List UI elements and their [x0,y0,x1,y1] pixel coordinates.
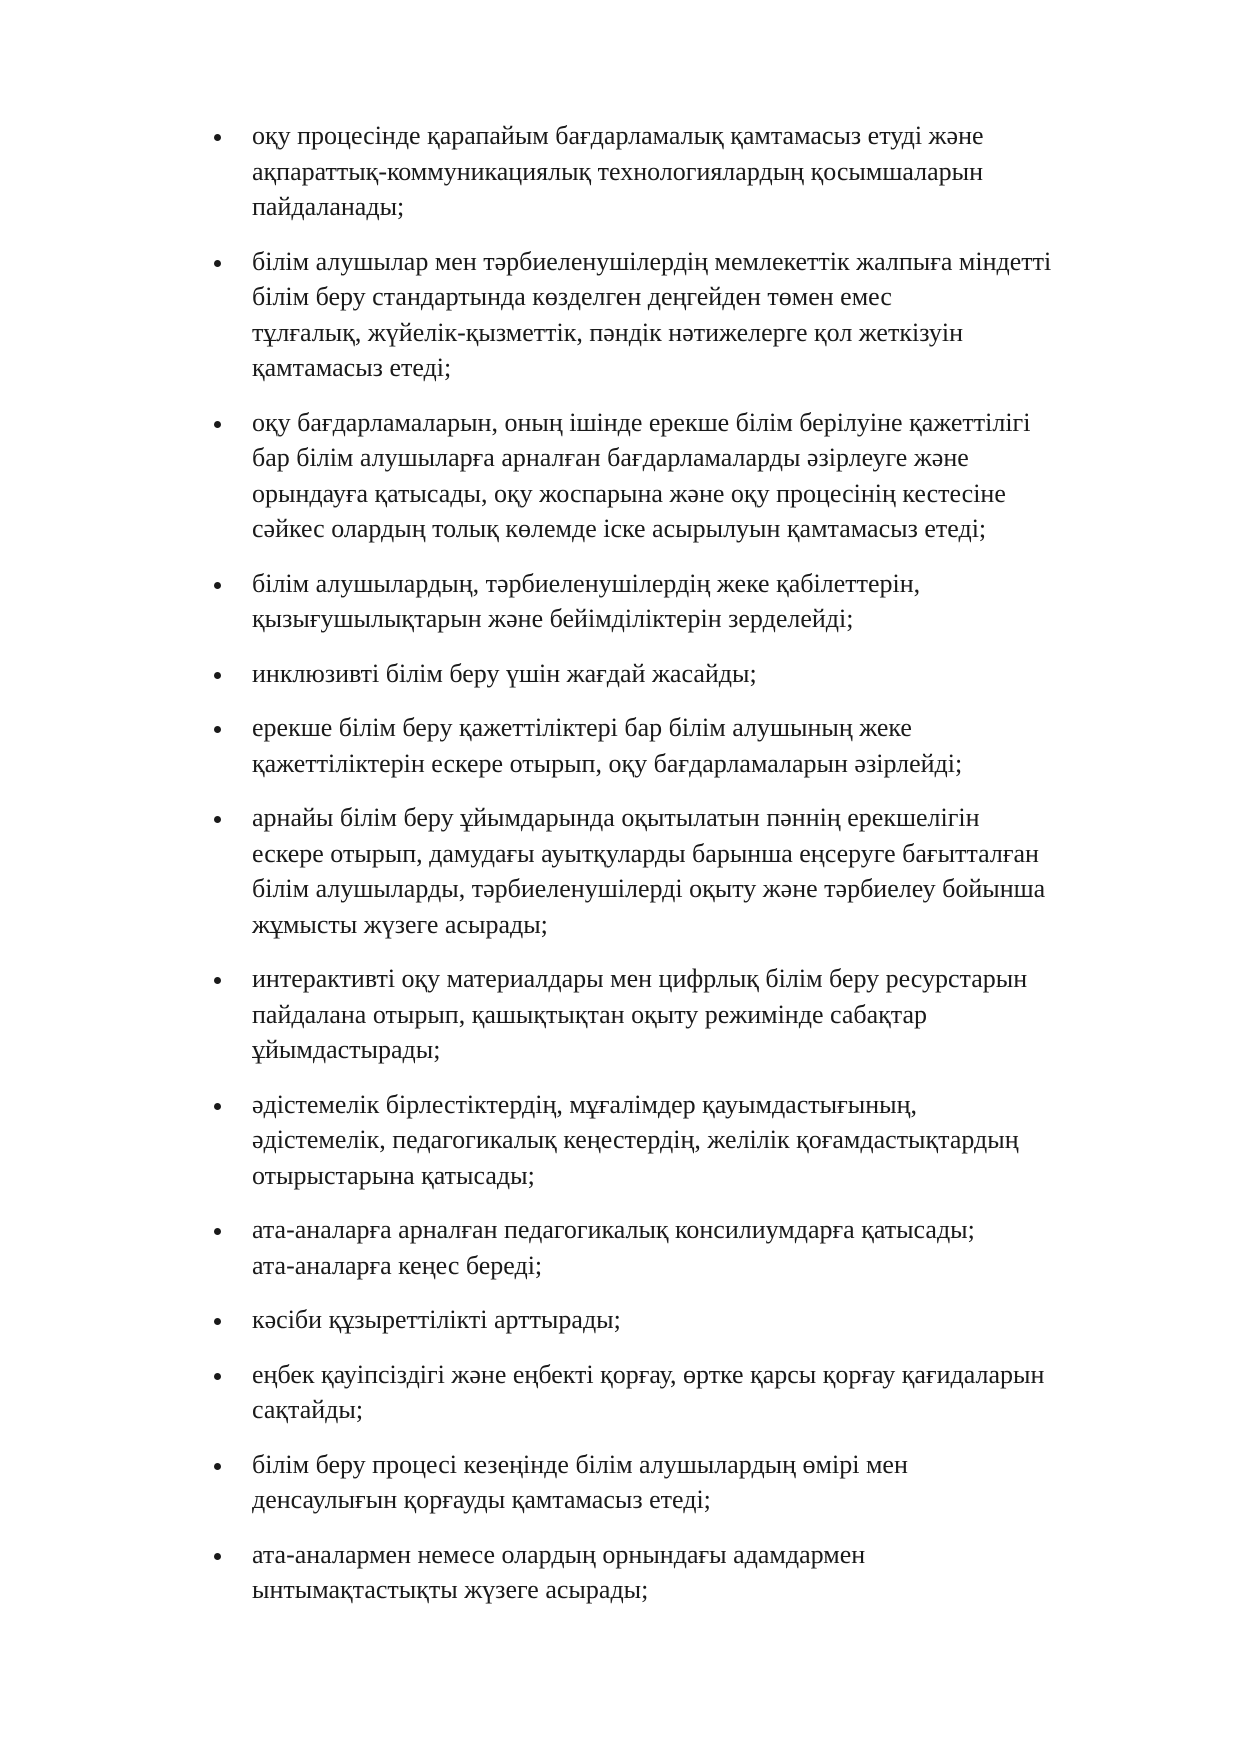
list-item-text-line: ата-аналарға арналған педагогикалық консилиумдарға қатысады; [252,1215,975,1244]
list-item [210,961,1170,1068]
list-item [210,1302,1170,1338]
list-item-text-line: әдістемелік бірлестіктердің, мұғалімдер қауымдастығының, [252,1089,918,1119]
bullet-icon [214,582,221,589]
list-item-text-line: ескере отырып, дамудағы ауытқуларды барынша еңсеруге бағытталған [252,838,1039,868]
list-item-text-line: білім алушылардың, тәрбиеленушілердің жеке қабілеттерін, [252,568,921,598]
bullet-icon [214,672,221,679]
list-item-text-line: бар білім алушыларға арналған бағдарламаларды әзірлеуге және [252,443,969,472]
list-item-text-line: жұмысты жүзеге асырады; [252,909,548,939]
bullet-icon [214,1318,221,1325]
list-item [210,244,1170,386]
duties-bullet-list [210,118,1170,1627]
list-item-text-line: интерактивті оқу материалдары мен цифрлық білім беру ресурстарын [252,964,1028,993]
bullet-icon [214,1553,221,1560]
list-item-text-line: ұйымдастырады; [252,1035,441,1064]
list-item-text-line: денсаулығын қорғауды қамтамасыз етеді; [252,1485,711,1514]
list-item-text-line: ата-аналарға кеңес береді; [252,1250,543,1280]
list-item [210,1212,1170,1283]
list-item-text-line: білім беру стандартында көзделген деңгейден төмен емес [252,282,892,311]
bullet-icon [214,134,221,141]
list-item-text-line: әдістемелік, педагогикалық кеңестердің, желілік қоғамдастықтардың [252,1125,1019,1154]
bullet-icon [214,1463,221,1470]
list-item-text-line: білім алушылар мен тәрбиеленушілердің мемлекеттік жалпыға міндетті [252,246,1052,276]
bullet-icon [214,726,221,733]
bullet-icon [214,1103,221,1110]
list-item [210,1537,1170,1608]
list-item-text-line: ата-аналармен немесе олардың орнындағы адамдармен [252,1539,866,1569]
bullet-icon [214,421,221,428]
list-item-text-line: инклюзивті білім беру үшін жағдай жасайды; [252,658,757,688]
list-item-text-line: сақтайды; [252,1395,364,1424]
list-item-text-line: арнайы білім беру ұйымдарында оқытылатын пәннің ерекшелігін [252,803,980,832]
list-item-text-line: ақпараттық-коммуникациялық технологиялардың қосымшаларын [252,156,984,186]
list-item-text-line: білім алушыларды, тәрбиеленушілерді оқыту және тәрбиелеу бойынша [252,874,1046,903]
list-item-text-line: сәйкес олардың толық көлемде іске асырылуын қамтамасыз етеді; [252,514,987,543]
list-item-text-line: отырыстарына қатысады; [252,1160,535,1190]
list-item [210,710,1170,781]
list-item-text-line: оқу процесінде қарапайым бағдарламалық қамтамасыз етуді және [252,121,984,150]
list-item-text-line: еңбек қауіпсіздігі және еңбекті қорғау, өртке қарсы қорғау қағидаларын [252,1359,1045,1389]
bullet-icon [214,1228,221,1235]
list-item [210,118,1170,225]
list-item-text-line: қамтамасыз етеді; [252,353,452,382]
list-item [210,1447,1170,1518]
list-item-text-line: қажеттіліктерін ескере отырып, оқу бағдарламаларын әзірлейді; [252,748,963,778]
list-item-text-line: пайдалана отырып, қашықтықтан оқыту режимінде сабақтар [252,999,928,1029]
list-item [210,800,1170,942]
list-item [210,1357,1170,1428]
list-item-text-line: оқу бағдарламаларын, оның ішінде ерекше білім берілуіне қажеттілігі [252,407,1031,437]
list-item [210,656,1170,692]
list-item [210,566,1170,637]
bullet-icon [214,260,221,267]
bullet-icon [214,977,221,984]
bullet-icon [214,1373,221,1380]
list-item-text-line: кәсіби құзыреттілікті арттырады; [252,1305,621,1334]
list-item-text-line: орындауға қатысады, оқу жоспарына және оқу процесінің кестесіне [252,478,1006,508]
list-item-text-line: тұлғалық, жүйелік-қызметтік, пәндік нәтижелерге қол жеткізуін [252,317,964,347]
bullet-icon [214,816,221,823]
list-item-text-line: ынтымақтастықты жүзеге асырады; [252,1575,649,1604]
list-item-text-line: пайдаланады; [252,192,405,221]
list-item-text-line: ерекше білім беру қажеттіліктері бар білім алушының жеке [252,713,912,742]
list-item [210,1087,1170,1194]
list-item-text-line: қызығушылықтарын және бейімділіктерін зерделейді; [252,604,854,633]
list-item [210,405,1170,547]
list-item-text-line: білім беру процесі кезеңінде білім алушылардың өмірі мен [252,1449,908,1479]
